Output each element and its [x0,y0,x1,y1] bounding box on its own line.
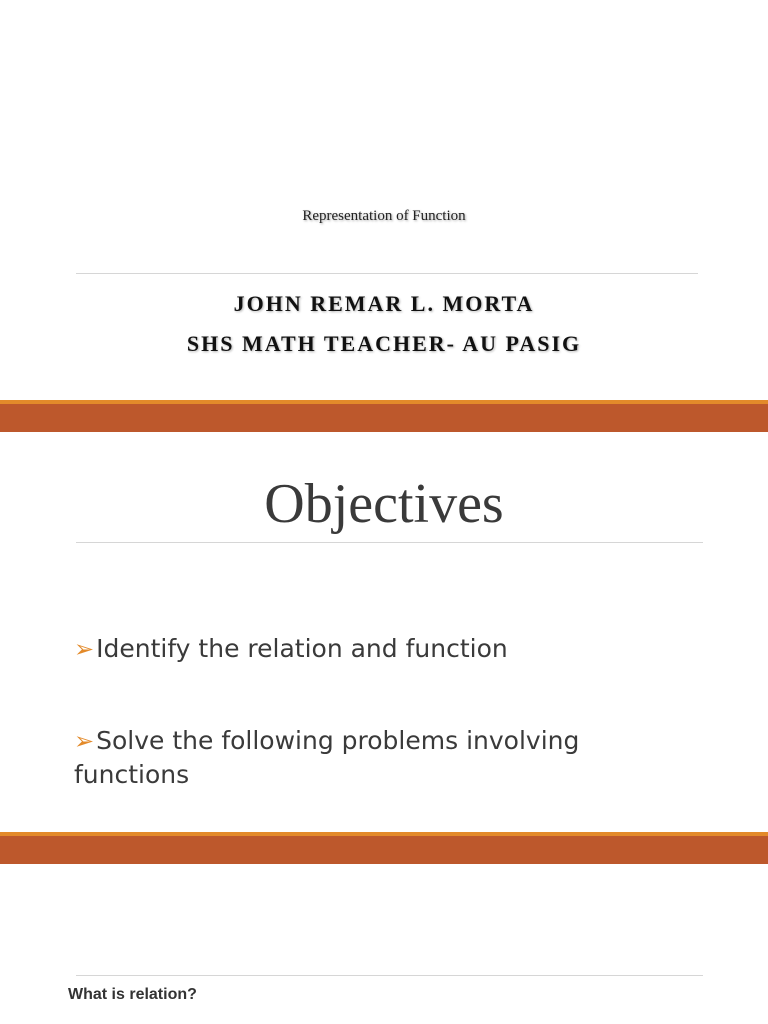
presentation-title: Representation of Function [302,208,466,224]
relation-slide [0,864,768,1024]
bullet-item [74,724,694,791]
heading-divider [76,975,703,976]
bullet-item [74,632,694,666]
objectives-heading: Objectives [264,473,504,535]
author-block [0,284,768,364]
slide-separator [0,832,768,864]
objectives-slide [0,432,768,832]
arrow-bullet-icon: ➢ [74,727,95,755]
author-name: JOHN REMAR L. MORTA [233,291,535,316]
heading-divider [76,542,703,543]
bullet-text: Identify the relation and function [96,634,508,663]
arrow-bullet-icon: ➢ [74,635,95,663]
title-divider [76,273,698,274]
title-slide [0,0,768,400]
section-heading: What is relation? [68,986,197,1003]
slide-separator [0,400,768,432]
author-role: SHS MATH TEACHER- AU PASIG [186,331,582,356]
bullet-text: Solve the following problems involving functions [74,726,580,789]
